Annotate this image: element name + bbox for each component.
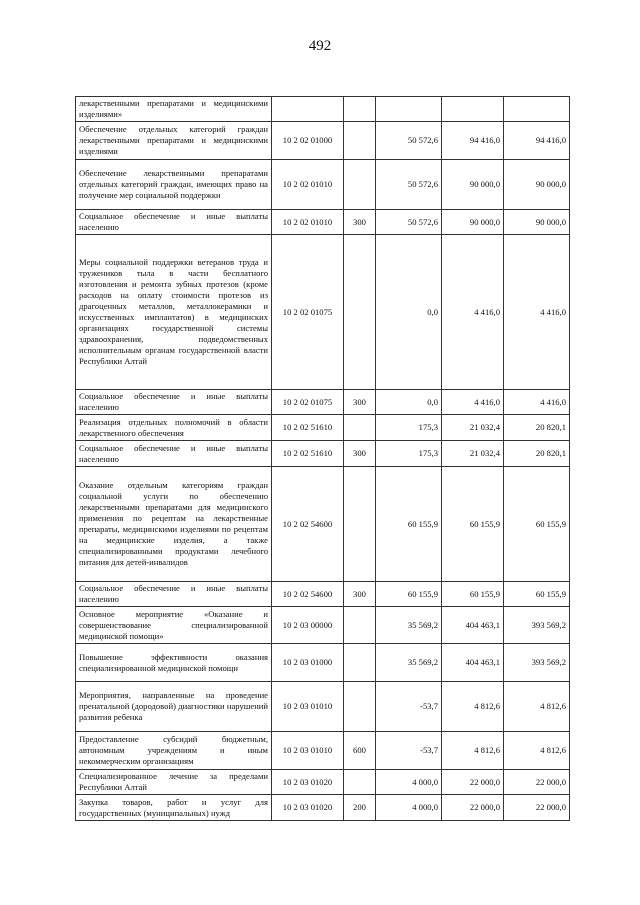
row-code: 10 2 02 51610 [272,441,344,467]
row-expense-type [344,607,376,644]
table-row [76,97,570,122]
row-name: Социальное обеспечение и иные выплаты населению [76,390,272,415]
row-code: 10 2 03 01020 [272,795,344,821]
row-name: Оказание отдельным категориям граждан социальной услуги по обеспечению лекарственными препаратами для медицинского применения по рецептам на лекарственные препараты, медицинскими изделиями по рецептам на медицинские изделия, а также специализированными продуктами лечебного питания для детей-инвалидов [76,467,272,582]
row-name: Обеспечение отдельных категорий граждан лекарственными препаратами и медицинскими изделиями [76,122,272,160]
row-value-1: -53,7 [376,732,442,770]
row-name: Социальное обеспечение и иные выплаты населению [76,210,272,235]
row-code [272,97,344,122]
row-value-1: 0,0 [376,235,442,390]
row-name: Мероприятия, направленные на проведение пренатальной (дородовой) диагностики нарушений развития ребенка [76,682,272,732]
budget-table [75,96,570,821]
row-expense-type [344,770,376,795]
row-value-1: 50 572,6 [376,210,442,235]
row-value-2: 94 416,0 [442,122,504,160]
table-row [76,732,570,770]
row-value-1: 60 155,9 [376,467,442,582]
row-value-2: 90 000,0 [442,160,504,210]
row-value-3: 4 416,0 [504,390,570,415]
row-expense-type: 600 [344,732,376,770]
row-value-3: 393 569,2 [504,644,570,682]
row-expense-type [344,235,376,390]
table-row [76,441,570,467]
row-value-2: 4 812,6 [442,682,504,732]
table-row [76,415,570,441]
row-value-2: 404 463,1 [442,607,504,644]
table-row [76,235,570,390]
row-expense-type: 300 [344,210,376,235]
table-row [76,607,570,644]
row-value-3: 60 155,9 [504,467,570,582]
row-value-1: 35 569,2 [376,644,442,682]
row-code: 10 2 02 01010 [272,160,344,210]
row-value-1: 35 569,2 [376,607,442,644]
row-expense-type: 300 [344,441,376,467]
row-value-1: 175,3 [376,441,442,467]
row-value-3: 94 416,0 [504,122,570,160]
row-name: Меры социальной поддержки ветеранов труда и тружеников тыла в части бесплатного изготовления и ремонта зубных протезов (кроме расходов на оплату стоимости протезов из драгоценных металлов, металлокерамики и искусственных имплантатов) в медицинских организациях государственной системы здравоохранения, подведомственных исполнительным органам государственной власти Республики Алтай [76,235,272,390]
row-expense-type: 300 [344,582,376,607]
row-value-2: 21 032,4 [442,441,504,467]
row-value-2: 60 155,9 [442,467,504,582]
row-name: Основное мероприятие «Оказание и совершенствование специализированной медицинской помощи» [76,607,272,644]
row-value-2: 90 000,0 [442,210,504,235]
row-value-3: 4 812,6 [504,732,570,770]
row-name: Реализация отдельных полномочий в области лекарственного обеспечения [76,415,272,441]
row-expense-type: 200 [344,795,376,821]
page-number: 492 [308,38,332,54]
row-name: Социальное обеспечение и иные выплаты населению [76,582,272,607]
row-name: Обеспечение лекарственными препаратами отдельных категорий граждан, имеющих право на получение мер социальной поддержки [76,160,272,210]
row-expense-type [344,160,376,210]
row-code: 10 2 02 01000 [272,122,344,160]
table-row [76,210,570,235]
table-row [76,160,570,210]
row-code: 10 2 03 01020 [272,770,344,795]
row-name: Закупка товаров, работ и услуг для государственных (муниципальных) нужд [76,795,272,821]
row-expense-type [344,467,376,582]
table-row [76,770,570,795]
row-value-2: 22 000,0 [442,795,504,821]
row-value-1: 175,3 [376,415,442,441]
row-value-3: 90 000,0 [504,160,570,210]
row-value-3: 22 000,0 [504,795,570,821]
row-value-2: 4 416,0 [442,235,504,390]
row-name: Социальное обеспечение и иные выплаты населению [76,441,272,467]
row-value-2: 22 000,0 [442,770,504,795]
row-code: 10 2 02 54600 [272,582,344,607]
row-value-3: 393 569,2 [504,607,570,644]
row-code: 10 2 03 01000 [272,644,344,682]
row-value-3: 20 820,1 [504,441,570,467]
row-code: 10 2 02 54600 [272,467,344,582]
table-row [76,582,570,607]
row-value-2: 4 812,6 [442,732,504,770]
row-name: лекарственными препаратами и медицинскими изделиями» [76,97,272,122]
row-value-1: 50 572,6 [376,122,442,160]
row-code: 10 2 03 01010 [272,682,344,732]
row-value-2: 404 463,1 [442,644,504,682]
row-value-1: 50 572,6 [376,160,442,210]
row-expense-type: 300 [344,390,376,415]
budget-table-body [76,97,570,821]
row-expense-type [344,122,376,160]
row-value-1: 4 000,0 [376,770,442,795]
row-value-2: 21 032,4 [442,415,504,441]
row-value-2 [442,97,504,122]
row-code: 10 2 02 01075 [272,390,344,415]
row-code: 10 2 02 01075 [272,235,344,390]
row-value-3: 4 812,6 [504,682,570,732]
row-expense-type [344,415,376,441]
row-value-1: -53,7 [376,682,442,732]
row-code: 10 2 03 01010 [272,732,344,770]
row-value-3: 4 416,0 [504,235,570,390]
row-code: 10 2 02 01010 [272,210,344,235]
row-value-1: 60 155,9 [376,582,442,607]
row-value-1: 0,0 [376,390,442,415]
table-row [76,644,570,682]
table-row [76,122,570,160]
row-value-3: 90 000,0 [504,210,570,235]
row-name: Специализированное лечение за пределами Республики Алтай [76,770,272,795]
row-value-3: 60 155,9 [504,582,570,607]
row-value-2: 60 155,9 [442,582,504,607]
table-row [76,682,570,732]
row-code: 10 2 02 51610 [272,415,344,441]
row-name: Повышение эффективности оказания специализированной медицинской помощи [76,644,272,682]
row-value-3 [504,97,570,122]
row-value-2: 4 416,0 [442,390,504,415]
row-value-3: 22 000,0 [504,770,570,795]
row-value-1: 4 000,0 [376,795,442,821]
row-expense-type [344,682,376,732]
row-value-3: 20 820,1 [504,415,570,441]
table-row [76,467,570,582]
row-value-1 [376,97,442,122]
row-code: 10 2 03 00000 [272,607,344,644]
table-row [76,390,570,415]
row-expense-type [344,644,376,682]
row-name: Предоставление субсидий бюджетным, автономным учреждениям и иным некоммерческим организациям [76,732,272,770]
row-expense-type [344,97,376,122]
table-row [76,795,570,821]
